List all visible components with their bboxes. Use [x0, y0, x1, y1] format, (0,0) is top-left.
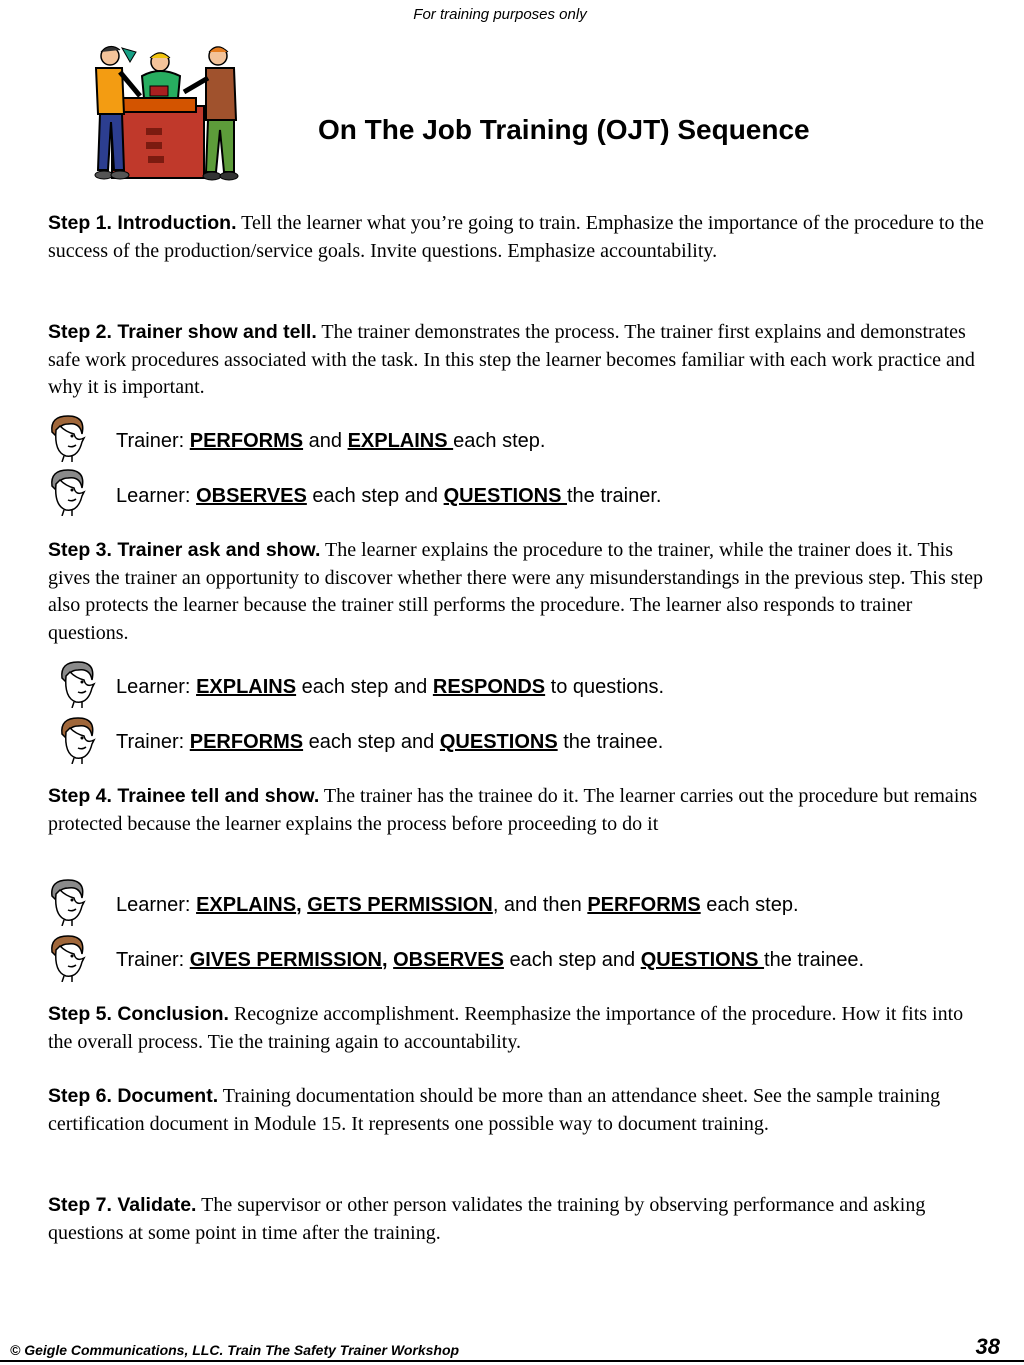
role-text: , [296, 894, 308, 916]
step-1-text: Tell the learner what you’re going to train. Emphasize the importance of the procedure to the success of the production/service goals. Invite questions. Emphasize accountability. [48, 212, 984, 262]
keyword: GIVES PERMISSION [189, 949, 382, 971]
role-text: the trainee. [764, 949, 865, 971]
role-text: the trainee. [557, 731, 664, 753]
step-4-learner-line [116, 894, 799, 917]
step-7-text: The supervisor or other person validates the training by observing performance and asking questions at some point in time after the training. [48, 1194, 926, 1244]
role-label: Trainer: [116, 430, 190, 452]
keyword: PERFORMS [587, 894, 701, 916]
keyword: GETS PERMISSION [307, 894, 493, 916]
role-text: each step and [503, 949, 641, 971]
step-2-heading: Step 2. Trainer show and tell. [48, 321, 317, 343]
step-7-paragraph [48, 1192, 988, 1247]
keyword: PERFORMS [189, 731, 304, 753]
keyword: PERFORMS [189, 430, 304, 452]
role-label: Learner: [116, 676, 197, 698]
role-text: each step and [296, 676, 433, 698]
header-note: For training purposes only [413, 6, 587, 23]
step-3-text: The learner explains the procedure to the trainer, while the trainer does it. This gives the trainer an opportunity to discover whether there were any misunderstandings in the previous step. This step also protects the learner because the trainer still performs the procedure. The learner also responds to trainer questions. [48, 539, 983, 644]
step-2-text: The trainer demonstrates the process. The trainer first explains and demonstrates safe work procedures associated with the task. In this step the learner becomes familiar with each work practice and why it is important. [48, 321, 975, 398]
step-2-learner-line [116, 485, 662, 508]
step-3-paragraph [48, 537, 988, 647]
role-text: each step. [453, 430, 546, 452]
step-6-heading: Step 6. Document. [48, 1085, 219, 1107]
keyword: OBSERVES [196, 485, 307, 507]
step-5-paragraph [48, 1001, 988, 1056]
role-text: and [303, 430, 348, 452]
keyword: QUESTIONS [439, 731, 558, 753]
step-5-heading: Step 5. Conclusion. [48, 1003, 229, 1025]
footer-divider [0, 1360, 1024, 1362]
step-7-heading: Step 7. Validate. [48, 1194, 197, 1216]
keyword: QUESTIONS [443, 485, 567, 507]
keyword: EXPLAINS [196, 894, 297, 916]
role-text: each step and [303, 731, 440, 753]
role-label: Trainer: [116, 949, 190, 971]
step-4-paragraph [48, 783, 988, 838]
learner-face-icon [56, 658, 100, 708]
footer-copyright: © Geigle Communications, LLC. Train The Safety Trainer Workshop [10, 1342, 460, 1358]
role-label: Trainer: [116, 731, 190, 753]
role-text: the trainer. [566, 485, 662, 507]
role-label: Learner: [116, 485, 197, 507]
page-number: 38 [975, 1334, 1000, 1359]
role-text: , and then [492, 894, 588, 916]
role-text: , [382, 949, 394, 971]
step-4-text: The trainer has the trainee do it. The learner carries out the procedure but remains protected because the learner explains the process before proceeding to do it [48, 785, 978, 835]
step-6-paragraph [48, 1083, 988, 1138]
step-1-heading: Step 1. Introduction. [48, 212, 237, 234]
trainer-face-icon [46, 412, 90, 462]
step-3-heading: Step 3. Trainer ask and show. [48, 539, 321, 561]
page-title: On The Job Training (OJT) Sequence [318, 114, 810, 145]
role-text: to questions. [545, 676, 665, 698]
step-4-trainer-line [116, 949, 864, 972]
learner-face-icon [46, 876, 90, 926]
trainer-face-icon [56, 714, 100, 764]
step-2-trainer-line [116, 430, 545, 453]
role-text: each step and [306, 485, 444, 507]
role-text: each step. [700, 894, 799, 916]
role-label: Learner: [116, 894, 197, 916]
learner-face-icon [46, 466, 90, 516]
step-2-paragraph [48, 319, 988, 402]
trainer-face-icon [46, 932, 90, 982]
step-4-heading: Step 4. Trainee tell and show. [48, 785, 320, 807]
step-5-text: Recognize accomplishment. Reemphasize the importance of the procedure. How it fits into the overall process. Tie the training again to accountability. [48, 1003, 964, 1053]
keyword: EXPLAINS [196, 676, 297, 698]
step-6-text: Training documentation should be more than an attendance sheet. See the sample training certification document in Module 15. It represents one possible way to document training. [48, 1085, 941, 1135]
step-3-learner-line [116, 676, 664, 699]
step-3-trainer-line [116, 731, 663, 754]
keyword: QUESTIONS [640, 949, 765, 971]
keyword: RESPONDS [432, 676, 546, 698]
keyword: EXPLAINS [347, 430, 454, 452]
bricklayers-clipart [84, 42, 244, 184]
keyword: OBSERVES [393, 949, 504, 971]
step-1-paragraph [48, 210, 988, 265]
